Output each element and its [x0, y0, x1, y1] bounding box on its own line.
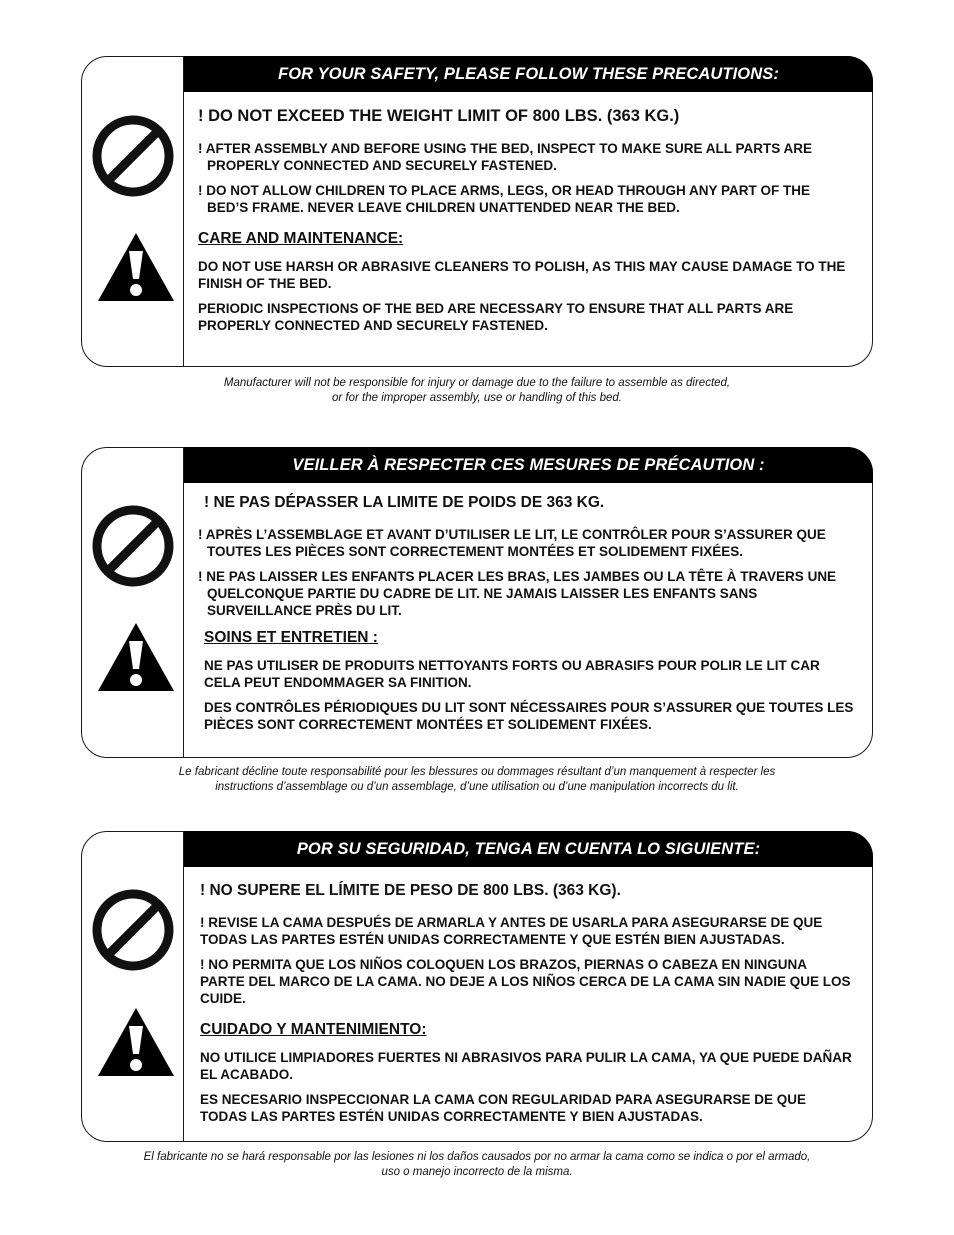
disclaimer-line: or for the improper assembly, use or handling of this bed.	[332, 392, 622, 404]
children-warning: ! NE PAS LAISSER LES ENFANTS PLACER LES BRAS, LES JAMBES OU LA TÊTE À TRAVERS UNE QUELCONQUE PARTIE DU CADRE DE LIT. NE JAMAIS LAISSER LES ENFANTS SANS SURVEILLANCE PRÈS DU LIT.	[198, 569, 837, 618]
inspection-warning: ! AFTER ASSEMBLY AND BEFORE USING THE BED, INSPECT TO MAKE SURE ALL PARTS ARE PROPERLY CONNECTED AND SECURELY FASTENED.	[198, 141, 813, 173]
panel-divider	[183, 57, 184, 366]
warning-triangle-icon	[96, 1006, 176, 1078]
warning-triangle-icon	[96, 231, 176, 303]
care-title: CARE AND MAINTENANCE:	[198, 230, 404, 247]
panel-divider	[183, 448, 184, 757]
section-header: VEILLER À RESPECTER CES MESURES DE PRÉCAUTION :	[184, 447, 873, 483]
disclaimer-line: Manufacturer will not be responsible for injury or damage due to the failure to assemble as directed,	[223, 377, 731, 389]
inspection-warning: ! REVISE LA CAMA DESPUÉS DE ARMARLA Y ANTES DE USARLA PARA ASEGURARSE DE QUE TODAS LAS PARTES ESTÉN UNIDAS CORRECTAMENTE Y QUE ESTÉN BIEN AJUSTADAS.	[200, 915, 823, 947]
disclaimer-line: Le fabricant décline toute responsabilité pour les blessures ou dommages résultant d’un manquement à respecter les	[178, 766, 776, 778]
children-warning: ! NO PERMITA QUE LOS NIÑOS COLOQUEN LOS BRAZOS, PIERNAS O CABEZA EN NINGUNA PARTE DEL MARCO DE LA CAMA. NO DEJE A LOS NIÑOS CERCA DE LA CAMA SIN NADIE QUE LOS CUIDE.	[200, 957, 851, 1006]
disclaimer-line: uso o manejo incorrecto de la misma.	[381, 1166, 573, 1178]
prohibition-icon	[90, 113, 176, 199]
section-content	[198, 494, 854, 741]
care-inspections: ES NECESARIO INSPECCIONAR LA CAMA CON REGULARIDAD PARA ASEGURARSE DE QUE TODAS LAS PARTES ESTÉN UNIDAS CORRECTAMENTE Y BIEN AJUSTADAS.	[200, 1092, 807, 1124]
section-content	[200, 882, 854, 1133]
children-warning: ! DO NOT ALLOW CHILDREN TO PLACE ARMS, LEGS, OR HEAD THROUGH ANY PART OF THE BED’S FRAME. NEVER LEAVE CHILDREN UNATTENDED NEAR THE BED.	[198, 183, 810, 215]
disclaimer-english	[0, 376, 954, 406]
care-title: SOINS ET ENTRETIEN :	[204, 629, 378, 646]
care-inspections: PERIODIC INSPECTIONS OF THE BED ARE NECESSARY TO ENSURE THAT ALL PARTS ARE PROPERLY CONNECTED AND SECURELY FASTENED.	[198, 301, 794, 333]
weight-limit-warning: ! NO SUPERE EL LÍMITE DE PESO DE 800 LBS. (363 KG).	[200, 882, 621, 899]
section-content	[198, 107, 854, 342]
prohibition-icon	[90, 503, 176, 589]
section-header: FOR YOUR SAFETY, PLEASE FOLLOW THESE PRECAUTIONS:	[184, 56, 873, 92]
safety-panel-spanish	[81, 831, 873, 1142]
care-inspections: DES CONTRÔLES PÉRIODIQUES DU LIT SONT NÉCESSAIRES POUR S’ASSURER QUE TOUTES LES PIÈCES SONT CORRECTEMENT MONTÉES ET SOLIDEMENT FIXÉES.	[204, 700, 854, 732]
care-title: CUIDADO Y MANTENIMIENTO:	[200, 1021, 427, 1038]
inspection-warning: ! APRÈS L’ASSEMBLAGE ET AVANT D’UTILISER LE LIT, LE CONTRÔLER POUR S’ASSURER QUE TOUTES LES PIÈCES SONT CORRECTEMENT MONTÉES ET SOLIDEMENT FIXÉES.	[198, 527, 826, 559]
disclaimer-spanish	[0, 1150, 954, 1180]
care-cleaners: DO NOT USE HARSH OR ABRASIVE CLEANERS TO POLISH, AS THIS MAY CAUSE DAMAGE TO THE FINISH OF THE BED.	[198, 259, 846, 291]
warning-triangle-icon	[96, 621, 176, 693]
disclaimer-french	[0, 765, 954, 795]
safety-panel-english	[81, 56, 873, 367]
prohibition-icon	[90, 887, 176, 973]
weight-limit-warning: ! NE PAS DÉPASSER LA LIMITE DE POIDS DE 363 KG.	[204, 494, 605, 511]
care-cleaners: NO UTILICE LIMPIADORES FUERTES NI ABRASIVOS PARA PULIR LA CAMA, YA QUE PUEDE DAÑAR EL ACABADO.	[200, 1050, 852, 1082]
panel-divider	[183, 832, 184, 1141]
disclaimer-line: instructions d’assemblage ou d’un assemblage, d’une utilisation ou d’une manipulation incorrects du lit.	[215, 781, 739, 793]
weight-limit-warning: ! DO NOT EXCEED THE WEIGHT LIMIT OF 800 LBS. (363 KG.)	[198, 107, 680, 125]
safety-panel-french	[81, 447, 873, 758]
care-cleaners: NE PAS UTILISER DE PRODUITS NETTOYANTS FORTS OU ABRASIFS POUR POLIR LE LIT CAR CELA PEUT ENDOMMAGER SA FINITION.	[204, 658, 820, 690]
section-header: POR SU SEGURIDAD, TENGA EN CUENTA LO SIGUIENTE:	[184, 831, 873, 867]
disclaimer-line: El fabricante no se hará responsable por las lesiones ni los daños causados por no armar la cama como se indica o por el armado,	[143, 1151, 811, 1163]
